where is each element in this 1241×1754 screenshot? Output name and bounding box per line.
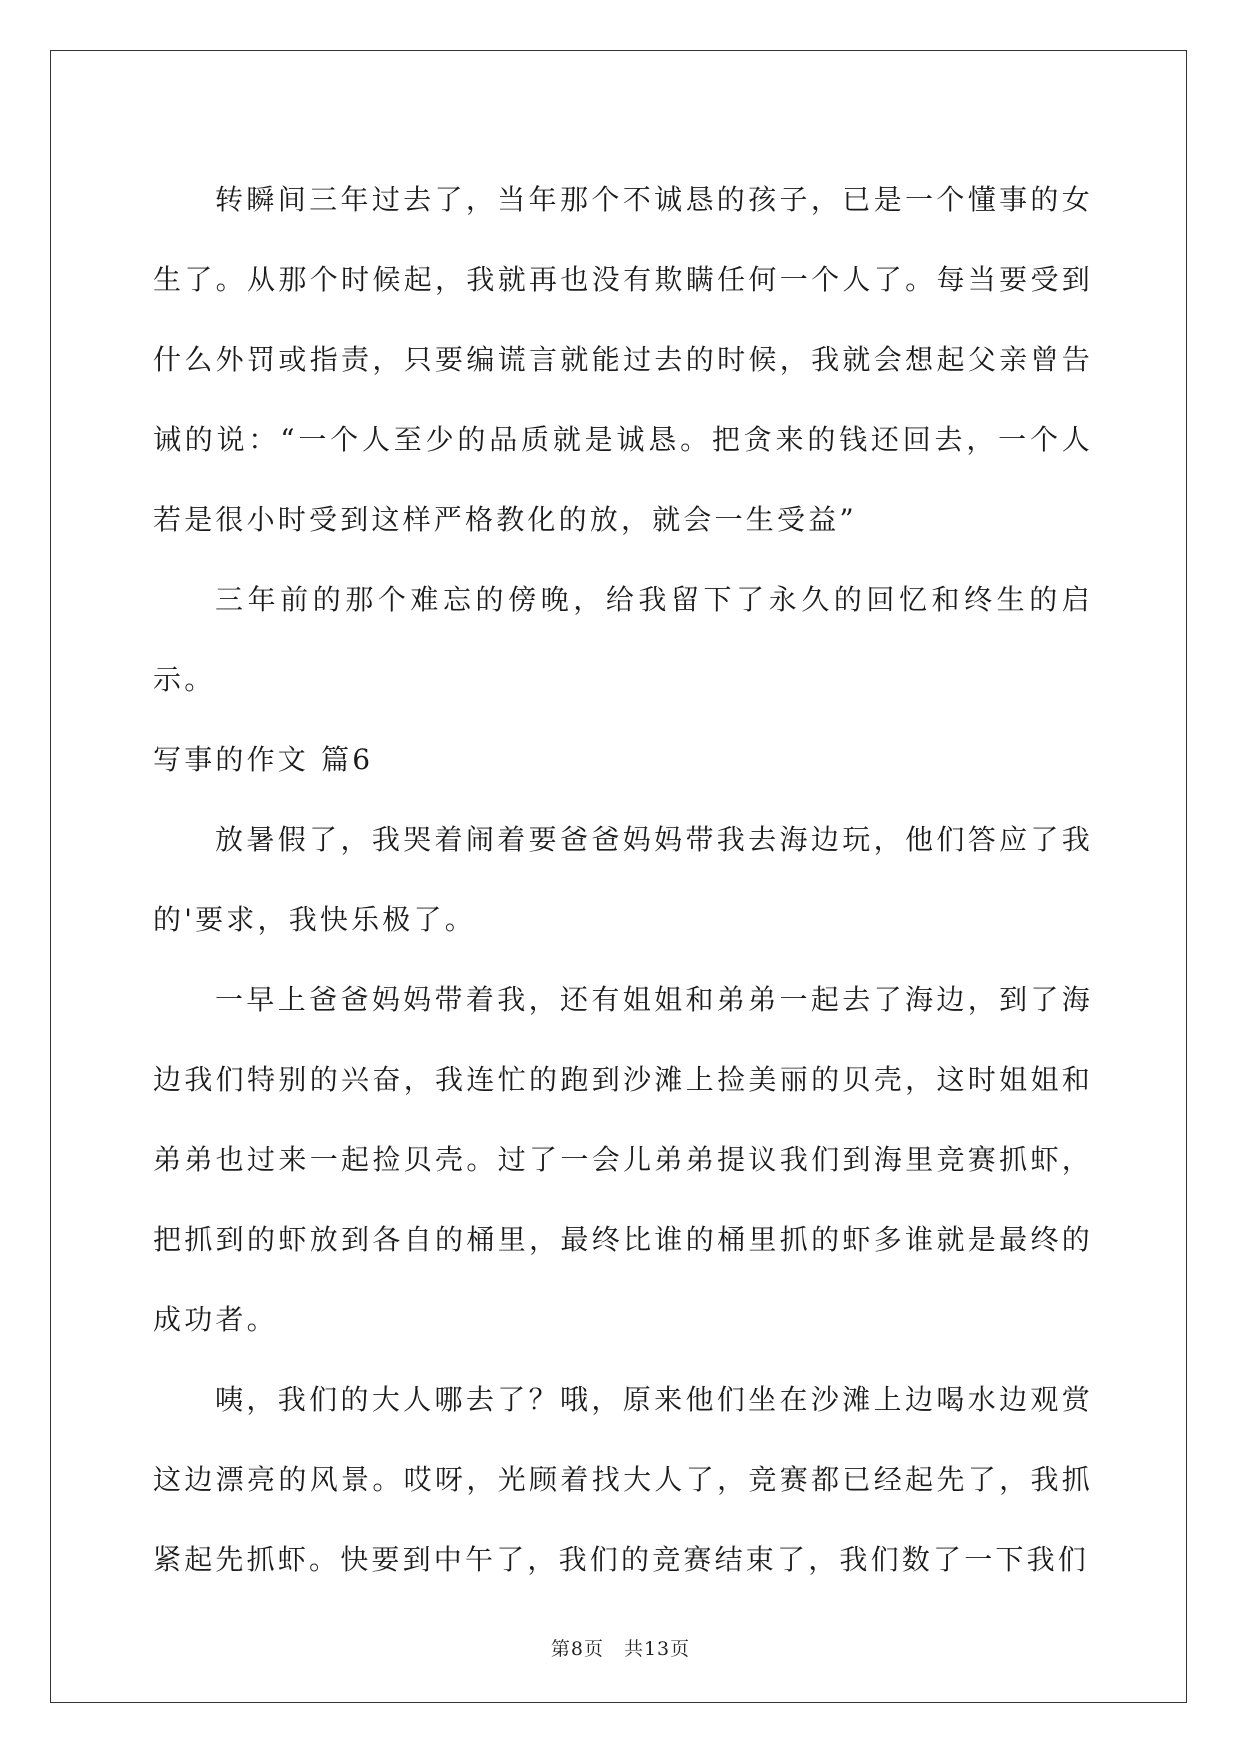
document-body — [153, 160, 1093, 1600]
page-number-footer: 第8页 共13页 — [550, 1638, 691, 1660]
paragraph-1: 转瞬间三年过去了，当年那个不诚恳的孩子，已是一个懂事的女生了。从那个时候起，我就再也没有欺瞒任何一个人了。每当要受到什么外罚或指责，只要编谎言就能过去的时候，我就会想起父亲曾告诫的说：“一个人至少的品质就是诚恳。把贪来的钱还回去，一个人若是很小时受到这样严格教化的放，就会一生受益” — [153, 183, 1093, 536]
paragraph-5: 咦，我们的大人哪去了？哦，原来他们坐在沙滩上边喝水边观赏这边漂亮的风景。哎呀，光顾着找大人了，竞赛都已经起先了，我抓紧起先抓虾。快要到中午了，我们的竞赛结束了，我们数了一下我们 — [153, 1383, 1093, 1576]
paragraph-4: 一早上爸爸妈妈带着我，还有姐姐和弟弟一起去了海边，到了海边我们特别的兴奋，我连忙的跑到沙滩上捡美丽的贝壳，这时姐姐和弟弟也过来一起捡贝壳。过了一会儿弟弟提议我们到海里竞赛抓虾，把抓到的虾放到各自的桶里，最终比谁的桶里抓的虾多谁就是最终的成功者。 — [153, 983, 1093, 1336]
paragraph-3: 放暑假了，我哭着闹着要爸爸妈妈带我去海边玩，他们答应了我的'要求，我快乐极了。 — [153, 823, 1093, 936]
paragraph-2: 三年前的那个难忘的傍晚，给我留下了永久的回忆和终生的启示。 — [153, 583, 1093, 696]
section-heading: 写事的作文 篇6 — [153, 743, 374, 776]
